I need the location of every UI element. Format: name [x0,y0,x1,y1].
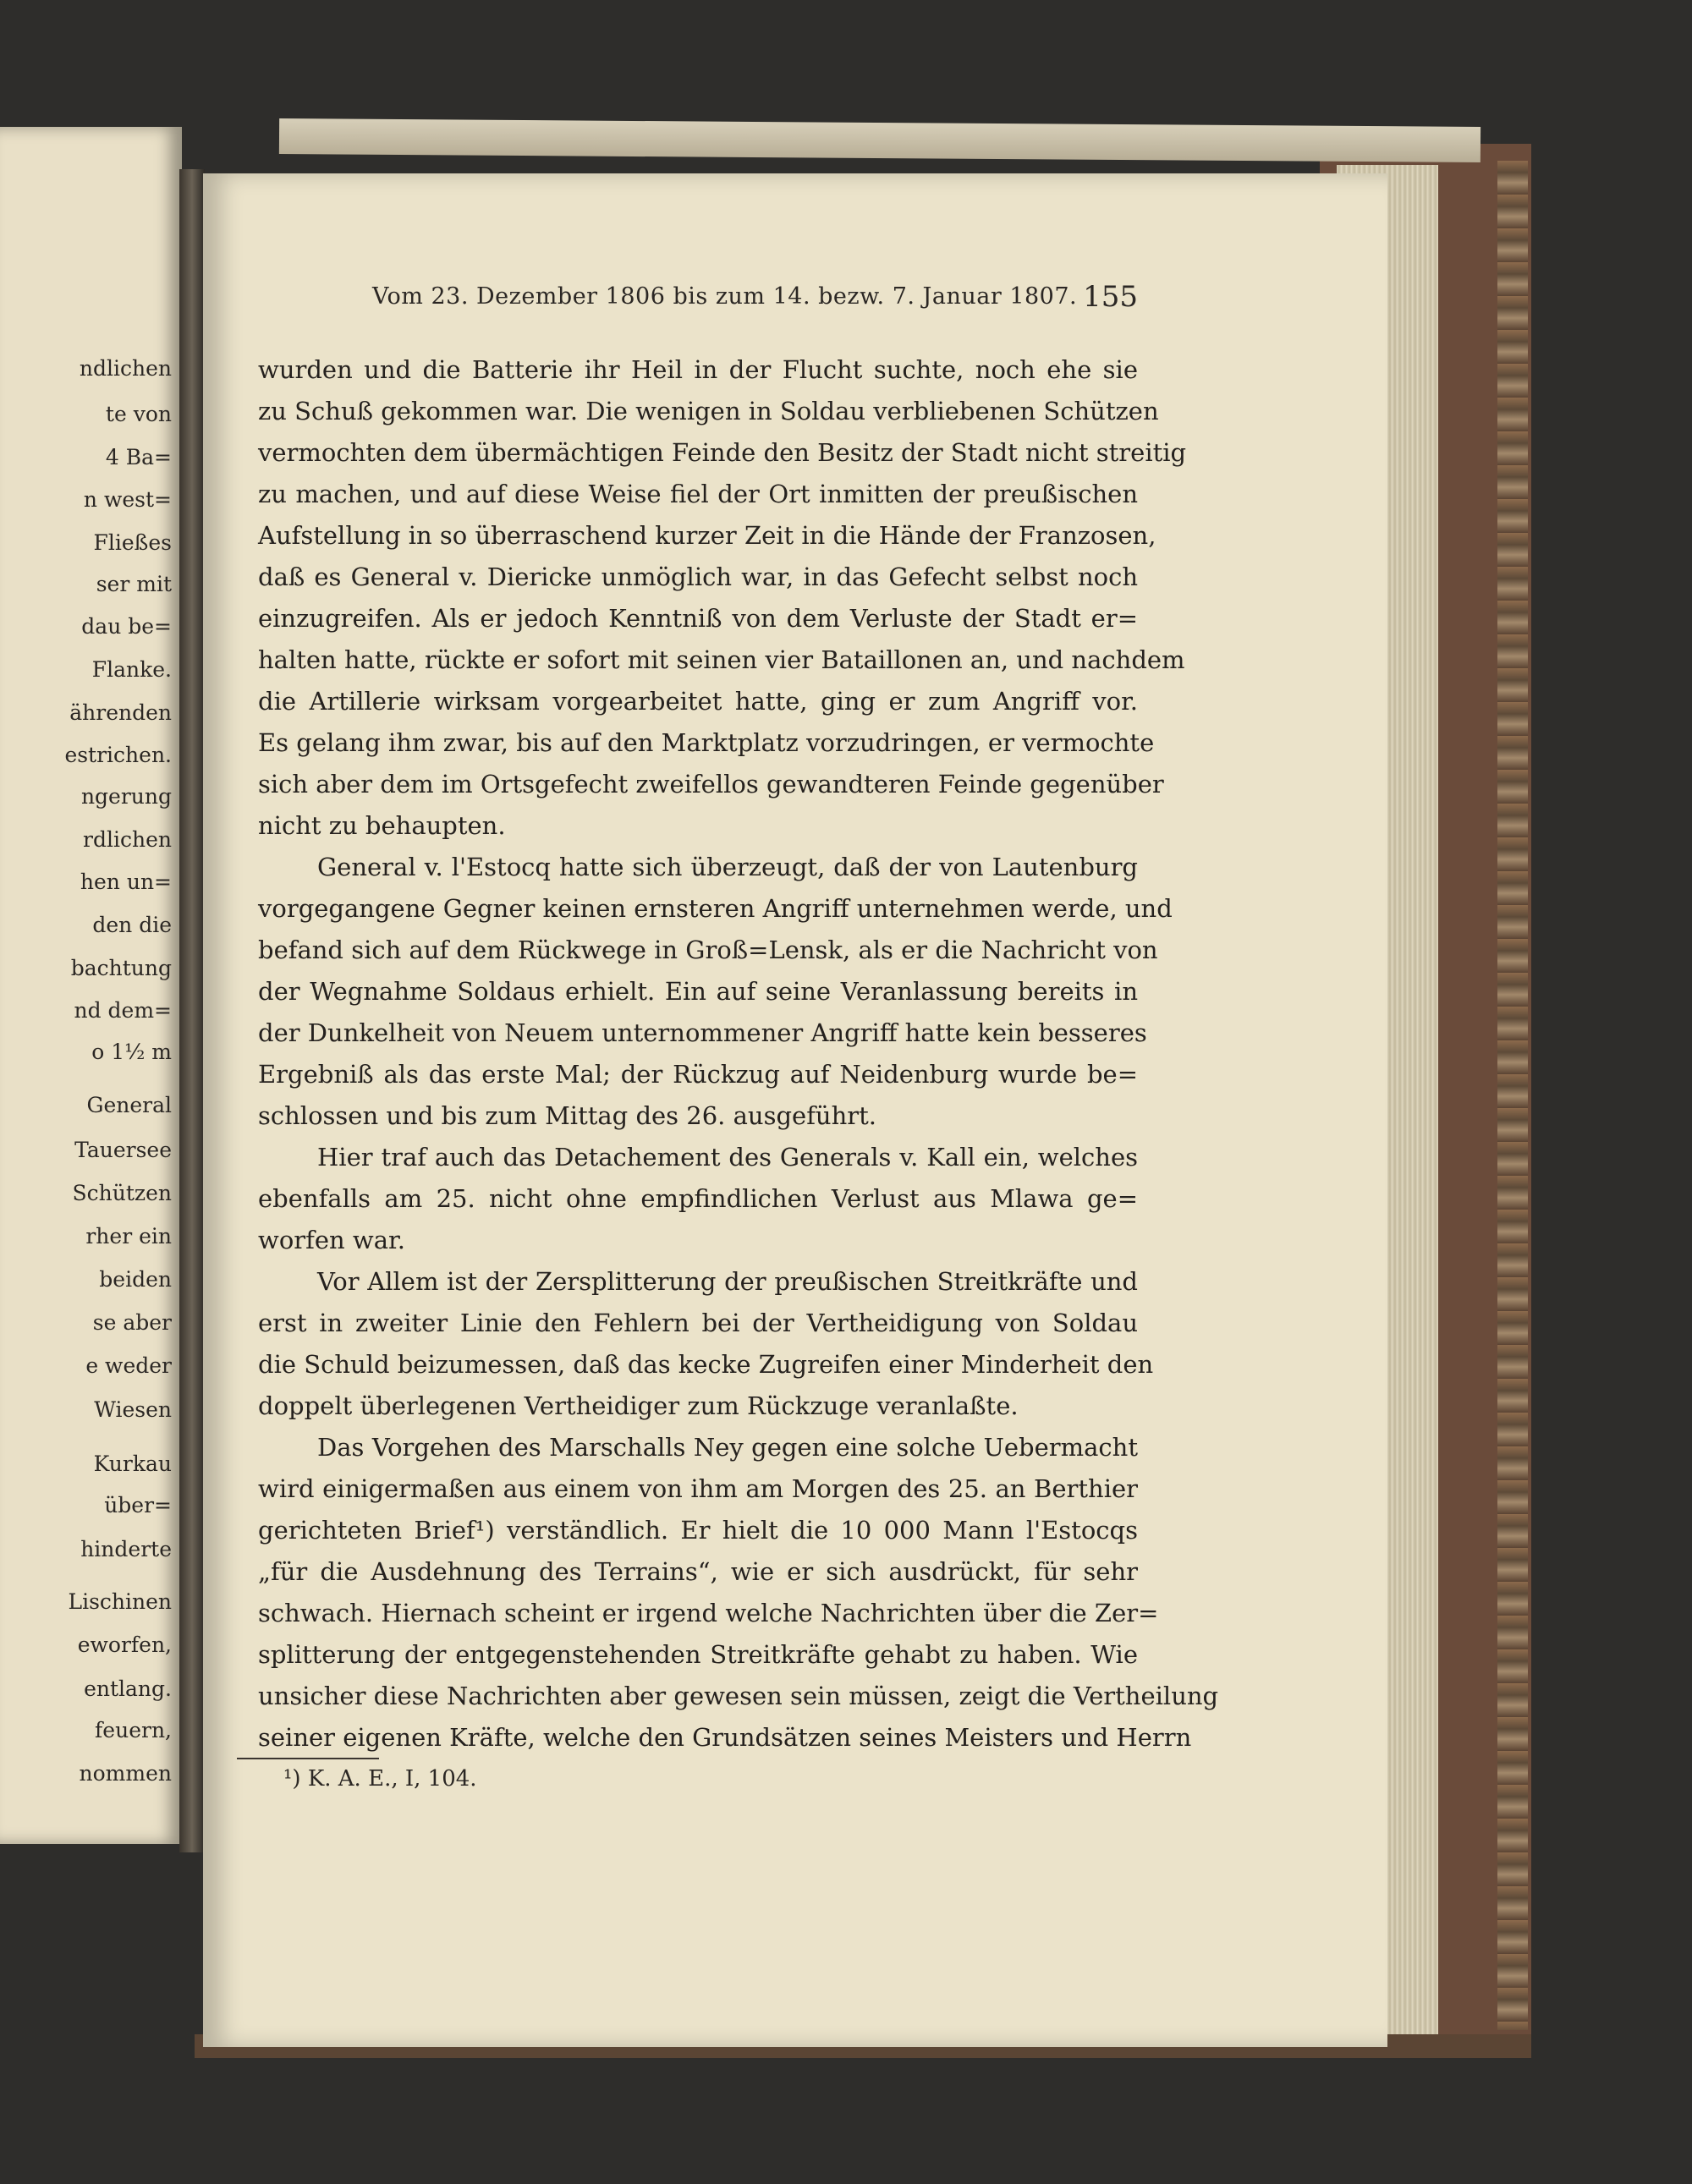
text-line: vermochten dem übermächtigen Feinde den Besitz der Stadt nicht streitig [258,438,1187,467]
text-line: gerichteten Brief¹) verständlich. Er hielt die 10 000 Mann l'Estocqs [258,1516,1138,1545]
left-page-line: ährenden [69,700,172,726]
left-page-line: den die [92,913,172,938]
left-page-line: hinderte [80,1536,172,1561]
text-line: wurden und die Batterie ihr Heil in der Flucht suchte, noch ehe sie [258,355,1138,384]
text-line: schwach. Hiernach scheint er irgend welche Nachrichten über die Zer= [258,1599,1159,1627]
marbled-cover-edge [1497,161,1528,2030]
left-page-line: hen un= [80,869,172,894]
text-line: Hier traf auch das Detachement des Generals v. Kall ein, welches [317,1143,1138,1172]
left-page-line: estrichen. [64,742,172,767]
text-line: ebenfalls am 25. nicht ohne empfindlichen Verlust aus Mlawa ge= [258,1184,1138,1213]
left-page-line: bachtung [70,956,172,981]
footnote-rule [237,1758,379,1759]
text-line: halten hatte, rückte er sofort mit seinen vier Bataillonen an, und nachdem [258,645,1185,674]
text-line: Es gelang ihm zwar, bis auf den Marktplatz vorzudringen, er vermochte [258,728,1155,757]
left-page-line: e weder [85,1353,172,1379]
left-page-line: nommen [79,1761,172,1786]
left-page-line: Kurkau [93,1451,172,1476]
text-line: doppelt überlegenen Vertheidiger zum Rückzuge veranlaßte. [258,1391,1019,1420]
text-line: die Artillerie wirksam vorgearbeitet hatte, ging er zum Angriff vor. [258,687,1138,716]
text-line: vorgegangene Gegner keinen ernsteren Angriff unternehmen werde, und [258,894,1173,923]
text-line: seiner eigenen Kräfte, welche den Grundsätzen seines Meisters und Herrn [258,1723,1192,1752]
text-line: Ergebniß als das erste Mal; der Rückzug auf Neidenburg wurde be= [258,1060,1138,1089]
text-line: erst in zweiter Linie den Fehlern bei der Vertheidigung von Soldau [258,1309,1138,1337]
text-line: einzugreifen. Als er jedoch Kenntniß von dem Verluste der Stadt er= [258,604,1138,633]
left-page-line: se aber [92,1310,172,1336]
page-number: 155 [1083,280,1138,314]
text-line: die Schuld beizumessen, daß das kecke Zugreifen einer Minderheit den [258,1350,1154,1379]
left-page-line: rher ein [85,1224,172,1248]
text-line: der Wegnahme Soldaus erhielt. Ein auf seine Veranlassung bereits in [258,977,1138,1006]
left-page-line: entlang. [84,1676,172,1701]
text-line: nicht zu behaupten. [258,811,506,840]
left-page-line: dau be= [81,613,172,639]
left-page-line: Lischinen [68,1589,172,1615]
left-page-line: nd dem= [74,997,172,1023]
footnote: ¹) K. A. E., I, 104. [283,1766,477,1792]
page-header [372,280,1138,334]
text-line: Aufstellung in so überraschend kurzer Zeit in die Hände der Franzosen, [258,521,1156,550]
left-page-line: o 1½ m [91,1040,172,1065]
left-page-line: n west= [83,486,172,512]
text-line: „für die Ausdehnung des Terrains“, wie er sich ausdrückt, für sehr [258,1557,1138,1586]
left-page-line: eworfen, [77,1633,172,1658]
left-page-line: Schützen [72,1180,172,1205]
left-page-line: ndlichen [79,355,172,381]
left-page-line: te von [105,402,172,427]
text-line: zu Schuß gekommen war. Die wenigen in Soldau verbliebenen Schützen [258,397,1159,425]
left-page-line: 4 Ba= [105,445,172,470]
text-line: worfen war. [258,1226,405,1254]
text-line: Das Vorgehen des Marschalls Ney gegen eine solche Uebermacht [317,1433,1138,1462]
running-title: Vom 23. Dezember 1806 bis zum 14. bezw. 7. Januar 1807. [372,283,1078,310]
text-line: zu machen, und auf diese Weise fiel der Ort inmitten der preußischen [258,480,1138,508]
text-line: der Dunkelheit von Neuem unternommener Angriff hatte kein besseres [258,1018,1147,1047]
text-line: daß es General v. Diericke unmöglich war, in das Gefecht selbst noch [258,562,1138,591]
left-page-line: Wiesen [94,1397,172,1422]
left-page-line: Fließes [93,530,172,555]
left-page-line: ngerung [80,784,172,809]
text-line: befand sich auf dem Rückwege in Groß=Lensk, als er die Nachricht von [258,936,1158,964]
left-page-line: General [86,1092,172,1117]
text-line: splitterung der entgegenstehenden Streitkräfte gehabt zu haben. Wie [258,1640,1138,1669]
left-page-line: Tauersee [74,1137,172,1162]
text-line: unsicher diese Nachrichten aber gewesen sein müssen, zeigt die Vertheilung [258,1682,1219,1710]
text-line: Vor Allem ist der Zersplitterung der preußischen Streitkräfte und [317,1267,1138,1296]
text-line: sich aber dem im Ortsgefecht zweifellos gewandteren Feinde gegenüber [258,770,1164,798]
text-line: schlossen und bis zum Mittag des 26. ausgeführt. [258,1101,877,1130]
left-page-line: feuern, [95,1718,172,1743]
left-page-line: ser mit [96,572,172,597]
left-page-line: rdlichen [83,827,172,853]
text-line: wird einigermaßen aus einem von ihm am Morgen des 25. an Berthier [258,1474,1138,1503]
left-page [0,127,182,1844]
text-line: General v. l'Estocq hatte sich überzeugt, daß der von Lautenburg [317,853,1138,881]
left-page-line: beiden [99,1267,172,1292]
left-page-line: über= [104,1493,172,1518]
left-page-line: Flanke. [91,657,172,683]
book-gutter [179,169,205,1852]
